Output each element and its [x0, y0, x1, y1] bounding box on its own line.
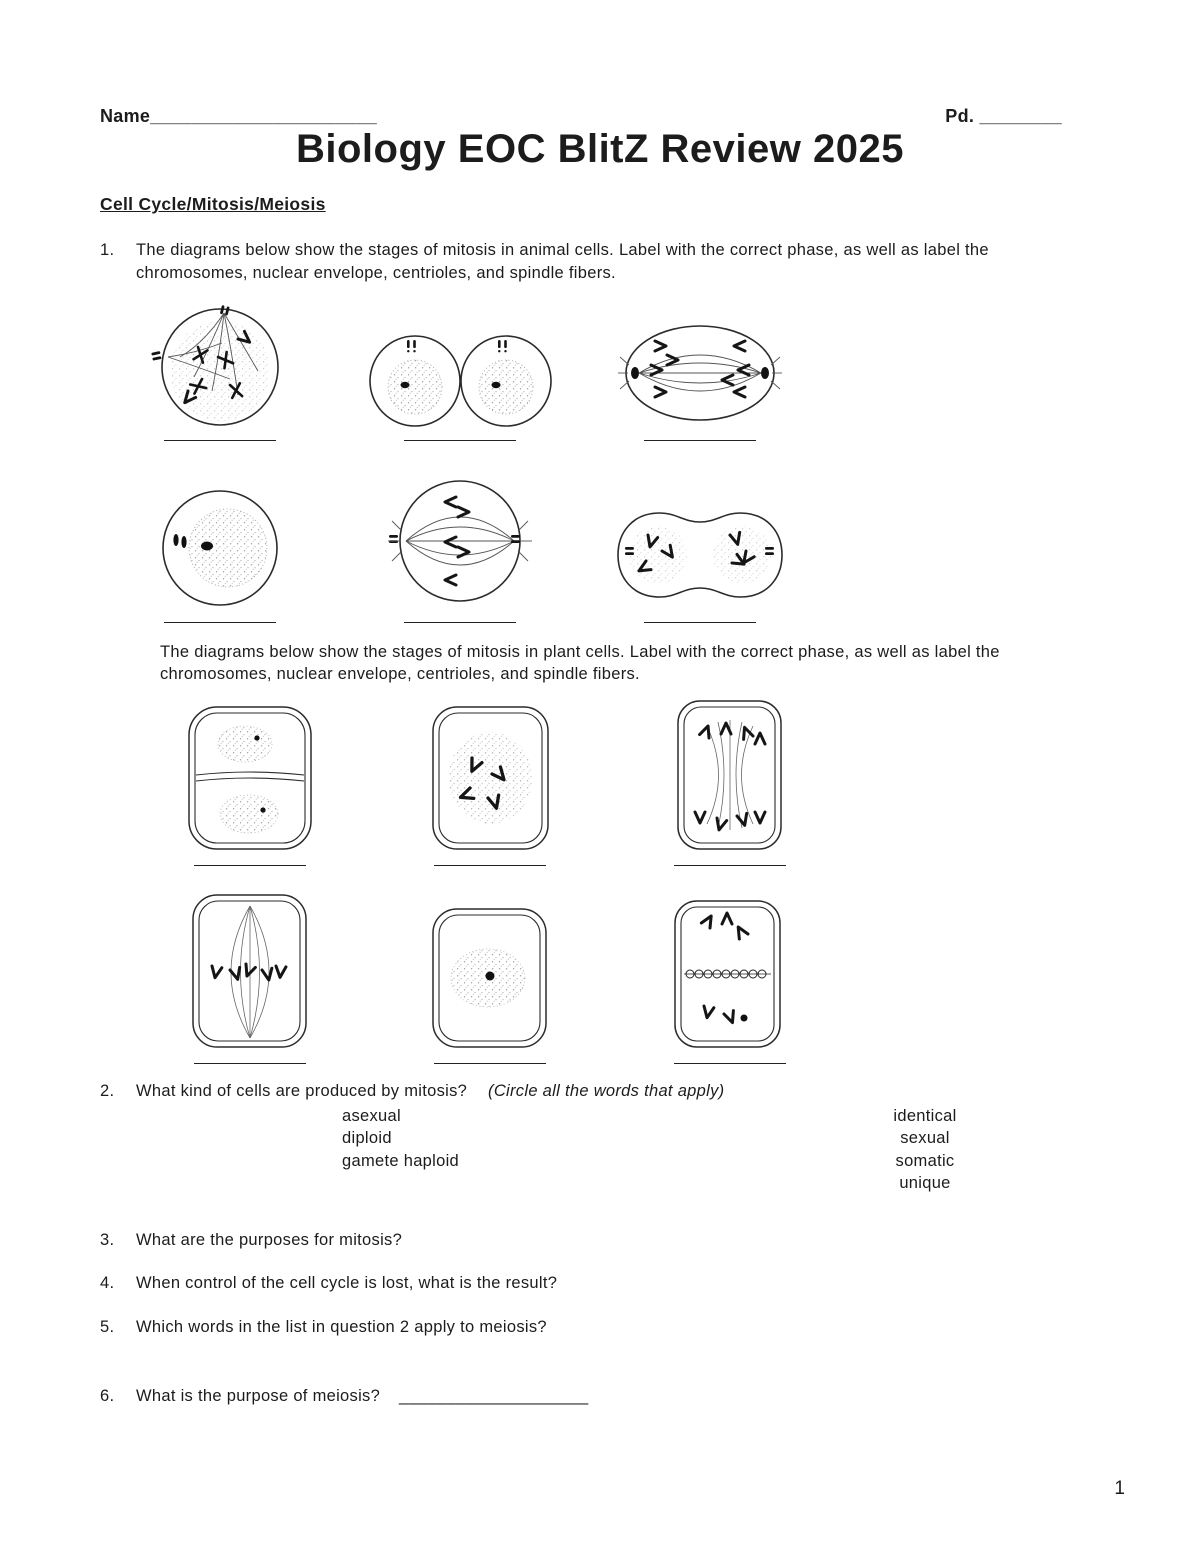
diagram-cell [340, 471, 580, 623]
question-2-text: What kind of cells are produced by mitosis? [136, 1082, 468, 1101]
question-2-line [136, 1080, 1066, 1103]
answer-blank [674, 1062, 786, 1064]
question-4-number: 4. [100, 1274, 115, 1293]
pd-label: Pd. [945, 106, 975, 126]
question-2 [100, 1080, 1100, 1103]
option-7: unique [899, 1174, 951, 1193]
pd-blank: ________ [979, 106, 1062, 126]
diagram-cell [130, 702, 370, 866]
question-5-text: Which words in the list in question 2 apply to meiosis? [136, 1318, 547, 1337]
question-3-number: 3. [100, 1230, 115, 1249]
question-6-number: 6. [100, 1386, 115, 1405]
diagram-cell [580, 499, 820, 623]
answer-blank [404, 621, 516, 623]
answer-blank [194, 1062, 306, 1064]
section-heading: Cell Cycle/Mitosis/Meiosis [100, 194, 326, 214]
plant-mitosis-row-2 [130, 890, 1100, 1064]
question-4 [100, 1272, 1100, 1295]
document-title: Biology EOC BlitZ Review 2025 [296, 127, 904, 171]
animal-mitosis-row-1 [100, 297, 1100, 441]
answer-blank [674, 864, 786, 866]
animal-cell-diagram-telophase [608, 499, 793, 611]
question-4-text: When control of the cell cycle is lost, what is the result? [136, 1274, 558, 1293]
diagram-cell [340, 324, 580, 441]
plant-cell-diagram-metaphase [188, 890, 313, 1052]
diagram-cell [580, 317, 820, 441]
question-3 [100, 1229, 1100, 1252]
option-6: somatic [895, 1151, 955, 1170]
question-5 [100, 1316, 1100, 1339]
plant-cell-diagram-prophase [428, 702, 553, 854]
diagram-cell [610, 896, 850, 1064]
question-2-options-left [342, 1105, 459, 1195]
option-4: identical [893, 1106, 957, 1125]
question-2-number: 2. [100, 1082, 115, 1101]
plant-cell-diagram-interphase [428, 904, 553, 1052]
plant-cell-diagram-anaphase [673, 696, 788, 854]
question-5-number: 5. [100, 1318, 115, 1337]
question-2-options-right [870, 1105, 980, 1195]
animal-cell-diagram-anaphase [615, 317, 785, 429]
diagram-cell [100, 486, 340, 623]
answer-blank [644, 439, 756, 441]
name-label: Name [100, 106, 151, 126]
animal-mitosis-row-2 [100, 471, 1100, 623]
question-3-text: What are the purposes for mitosis? [136, 1230, 403, 1249]
answer-blank [164, 439, 276, 441]
question-1-plant-text: The diagrams below show the stages of mitosis in plant cells. Label with the correct phase, as well as label the chromosomes, nuclear envelope, centrioles, and spindle fibers. [160, 642, 1000, 684]
option-5: sexual [900, 1129, 950, 1148]
question-6-line [136, 1385, 1066, 1408]
plant-cell-diagram-telophase-cell-plate [670, 896, 790, 1052]
question-6-blank: ____________________ [398, 1386, 589, 1405]
option-1: asexual [342, 1106, 401, 1125]
answer-blank [644, 621, 756, 623]
question-2-instruction: (Circle all the words that apply) [488, 1082, 725, 1101]
animal-cell-diagram-interphase [145, 486, 295, 611]
animal-cell-diagram-metaphase [380, 471, 540, 611]
plant-mitosis-row-1 [130, 696, 1100, 866]
animal-cell-diagram-prometaphase [150, 297, 290, 429]
page-number: 1 [1114, 1478, 1125, 1499]
question-1-text: The diagrams below show the stages of mitosis in animal cells. Label with the correct phase, as well as label the chromosomes, nuclear envelope, centrioles, and spindle fibers. [136, 241, 989, 282]
header-row [100, 106, 1100, 127]
option-2: diploid [342, 1129, 392, 1148]
question-2-options [100, 1105, 1100, 1195]
answer-blank [194, 864, 306, 866]
question-6 [100, 1385, 1100, 1408]
option-3: gamete haploid [342, 1151, 460, 1170]
diagram-cell [370, 702, 610, 866]
answer-blank [164, 621, 276, 623]
diagram-cell [100, 297, 340, 441]
diagram-cell [610, 696, 850, 866]
question-1-number: 1. [100, 241, 115, 259]
pd-group [945, 106, 1062, 127]
question-6-text: What is the purpose of meiosis? [136, 1386, 381, 1405]
name-blank: ______________________ [150, 106, 378, 126]
animal-cell-diagram-daughter-cells [365, 324, 555, 429]
diagram-cell [130, 890, 370, 1064]
answer-blank [404, 439, 516, 441]
diagram-cell [370, 904, 610, 1064]
plant-cell-diagram-cytokinesis [183, 702, 318, 854]
answer-blank [434, 1062, 546, 1064]
question-1 [100, 239, 1100, 285]
answer-blank [434, 864, 546, 866]
